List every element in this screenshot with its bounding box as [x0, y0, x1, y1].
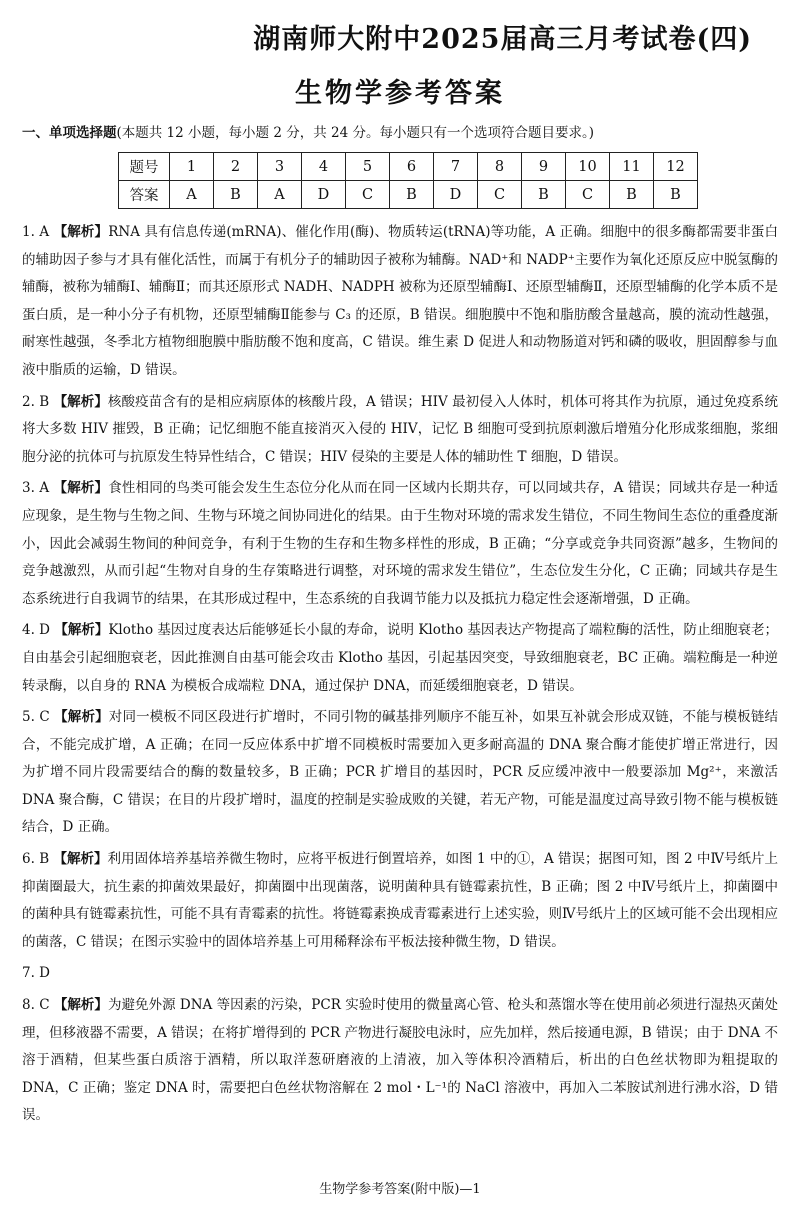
question-number: 8: [478, 153, 522, 181]
explanation-item-3: [22, 475, 778, 613]
explanation-item-1: [22, 219, 778, 385]
explanation-item-7: [22, 960, 778, 988]
answer-cell: B: [214, 181, 258, 209]
item-number: 6. B: [22, 851, 50, 868]
section-heading: [22, 122, 778, 144]
item-number: 1. A: [22, 224, 50, 240]
question-number: 10: [566, 153, 610, 181]
analysis-tag: 【解析】: [53, 393, 108, 410]
answer-cell: B: [390, 181, 434, 209]
analysis-tag: 【解析】: [53, 997, 108, 1014]
question-number: 4: [302, 153, 346, 181]
explanation-item-8: [22, 992, 778, 1130]
analysis-tag: 【解析】: [53, 851, 108, 868]
item-number: 8. C: [22, 997, 50, 1014]
question-number: 11: [610, 153, 654, 181]
item-number: 7. D: [22, 965, 50, 982]
answer-cell: A: [170, 181, 214, 209]
row-header-answer: 答案: [119, 181, 170, 209]
item-text: 利用固体培养基培养微生物时，应将平板进行倒置培养，如图 1 中的①，A 错误；据图可知，图 2 中Ⅳ号纸片上抑菌圈最大，抗生素的抑菌效果最好，抑菌圈中出现菌落，说明菌种具有链霉素抗性，B 正确；图 2 中Ⅳ号纸片上，抑菌圈中的菌种具有链霉素抗性，可能不具有青霉素的抗性。将链霉素换成青霉素进行上述实验，则Ⅳ号纸片上的区域可能不会出现相应的菌落，C 错误；在图示实验中的固体培养基上可用稀释涂布平板法接种微生物，D 错误。: [22, 851, 779, 950]
answer-table-number-row: [119, 153, 698, 181]
item-number: 4. D: [22, 622, 51, 639]
analysis-tag: 【解析】: [53, 480, 109, 497]
document-subtitle: 生物学参考答案: [295, 78, 505, 109]
item-text: 食性相同的鸟类可能会发生生态位分化从而在同一区域内长期共存，可以同域共存，A 错误；同域共存是一种适应现象，是生物与生物之间、生物与环境之间协同进化的结果。由于生物对环境的需求发生错位，不同生物间生态位的重叠度渐小，因此会减弱生物间的种间竞争，有利于生物的生存和生物多样性的形成，B 正确；“分享或竞争共同资源”越多，生物间的竞争越激烈，从而引起“生物对自身的生存策略进行调整，对环境的需求发生错位”，生态位发生分化，C 正确；同域共存是生态系统进行自我调节的结果，在其形成过程中，生态系统的自我调节能力以及抵抗力稳定性会逐渐增强，D 正确。: [22, 480, 779, 607]
answer-cell: A: [258, 181, 302, 209]
explanation-item-5: [22, 704, 778, 842]
answer-cell: C: [566, 181, 610, 209]
item-text: RNA 具有信息传递(mRNA)、催化作用(酶)、物质转运(tRNA)等功能，A 正确。细胞中的很多酶都需要非蛋白的辅助因子参与才具有催化活性，而属于有机分子的辅助因子被称为辅酶。NAD⁺和 NADP⁺主要作为氧化还原反应中脱氢酶的辅酶，被称为辅酶Ⅰ、辅酶Ⅱ；而其还原形式 NADH、NADPH 被称为还原型辅酶Ⅰ、还原型辅酶Ⅱ，还原型辅酶的化学本质不是蛋白质，是一种小分子有机物，还原型辅酶Ⅱ能参与 C₃ 的还原，B 错误。细胞膜中不饱和脂肪酸含量越高，膜的流动性越强，耐寒性越强，冬季北方植物细胞膜中脂肪酸不饱和度高，C 错误。维生素 D 促进人和动物肠道对钙和磷的吸收，胆固醇参与血液中脂质的运输，D 错误。: [22, 224, 779, 378]
item-text: Klotho 基因过度表达后能够延长小鼠的寿命，说明 Klotho 基因表达产物提高了端粒酶的活性，防止细胞衰老；自由基会引起细胞衰老，因此推测自由基可能会攻击 Klotho 基因，引起基因突变，导致细胞衰老，BC 正确。端粒酶是一种逆转录酶，以自身的 RNA 为模板合成端粒 DNA，通过保护 DNA，而延缓细胞衰老，D 错误。: [22, 622, 779, 694]
item-number: 3. A: [22, 480, 50, 497]
section-label: 一、单项选择题: [22, 125, 117, 141]
answer-cell: B: [610, 181, 654, 209]
answer-cell: B: [522, 181, 566, 209]
answer-table-answer-row: [119, 181, 698, 209]
answer-table: [118, 152, 698, 209]
question-number: 9: [522, 153, 566, 181]
item-text: 为避免外源 DNA 等因素的污染，PCR 实验时使用的微量离心管、枪头和蒸馏水等在使用前必须进行湿热灭菌处理，但移液器不需要，A 错误；在将扩增得到的 PCR 产物进行凝胶电泳时，应先加样，然后接通电源，B 错误；由于 DNA 不溶于酒精，但某些蛋白质溶于酒精，所以取洋葱研磨液的上清液，加入等体积冷酒精后，析出的白色丝状物即为粗提取的 DNA，C 正确；鉴定 DNA 时，需要把白色丝状物溶解在 2 mol・L⁻¹的 NaCl 溶液中，再加入二苯胺试剂进行沸水浴，D 错误。: [22, 997, 778, 1124]
explanation-item-2: [22, 389, 778, 472]
answer-cell: D: [302, 181, 346, 209]
question-number: 12: [654, 153, 698, 181]
answer-cell: C: [346, 181, 390, 209]
question-number: 1: [170, 153, 214, 181]
question-number: 5: [346, 153, 390, 181]
answer-cell: D: [434, 181, 478, 209]
answer-cell: C: [478, 181, 522, 209]
item-number: 5. C: [22, 709, 50, 726]
explanation-item-4: [22, 617, 778, 700]
page-footer: 生物学参考答案(附中版)—1: [319, 1182, 481, 1197]
analysis-tag: 【解析】: [53, 224, 109, 240]
exam-title: 湖南师大附中2025届高三月考试卷(四): [253, 24, 752, 55]
section-note: (本题共 12 小题，每小题 2 分，共 24 分。每小题只有一个选项符合题目要求。): [116, 125, 594, 141]
question-number: 3: [258, 153, 302, 181]
item-text: 核酸疫苗含有的是相应病原体的核酸片段，A 错误；HIV 最初侵入人体时，机体可将其作为抗原，通过免疫系统将大多数 HIV 摧毁，B 正确；记忆细胞不能直接消灭入侵的 HIV，记忆 B 细胞可受到抗原刺激后增殖分化形成浆细胞，浆细胞分泌的抗体可与抗原发生特异性结合，C 错误；HIV 侵染的主要是人体的辅助性 T 细胞，D 错误。: [22, 393, 779, 465]
explanation-item-6: [22, 846, 778, 956]
question-number: 2: [214, 153, 258, 181]
question-number: 7: [434, 153, 478, 181]
item-number: 2. B: [22, 393, 50, 410]
row-header-number: 题号: [119, 153, 170, 181]
answer-cell: B: [654, 181, 698, 209]
question-number: 6: [390, 153, 434, 181]
analysis-tag: 【解析】: [54, 622, 109, 639]
item-text: 对同一模板不同区段进行扩增时，不同引物的碱基排列顺序不能互补，如果互补就会形成双链，不能与模板链结合，不能完成扩增，A 正确；在同一反应体系中扩增不同模板时需要加入更多耐高温的 DNA 聚合酶才能使扩增正常进行，因为扩增不同片段需要结合的酶的数量较多，B 正确；PCR 扩增目的基因时，PCR 反应缓冲液中一般要添加 Mg²⁺，来激活 DNA 聚合酶，C 错误；在目的片段扩增时，温度的控制是实验成败的关键，若无产物，可能是温度过高导致引物不能与模板链结合，D 正确。: [22, 709, 779, 836]
analysis-tag: 【解析】: [54, 709, 109, 726]
